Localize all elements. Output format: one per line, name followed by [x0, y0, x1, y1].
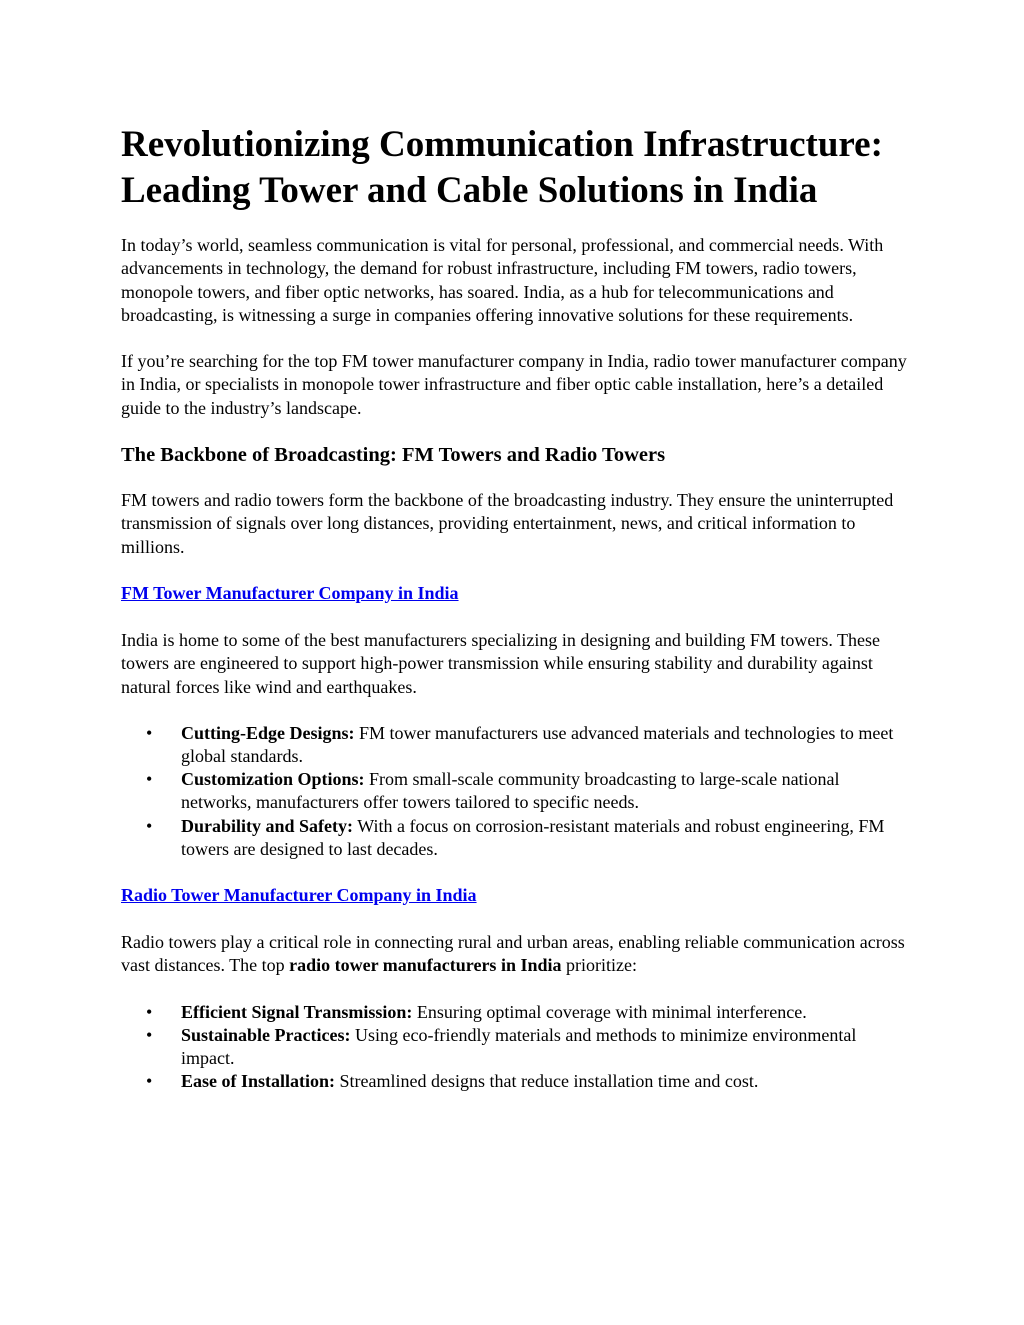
list-item: [121, 815, 911, 861]
list-item-text: Ensuring optimal coverage with minimal interference.: [412, 1001, 807, 1022]
bullet-icon: •: [146, 1024, 153, 1045]
radio-bullet-list: [121, 1001, 911, 1094]
list-item-text: FM tower manufacturers use advanced materials and technologies to meet global standards.: [181, 722, 894, 767]
bullet-icon: •: [146, 1001, 153, 1022]
list-item-label: Efficient Signal Transmission:: [181, 1001, 413, 1022]
list-item: [121, 1070, 911, 1093]
list-item-label: Durability and Safety:: [181, 815, 354, 836]
radio-paragraph: [121, 931, 911, 978]
bullet-icon: •: [146, 1071, 153, 1092]
intro-paragraph-1: In today’s world, seamless communication is vital for personal, professional, and commercial needs. With advancements in technology, the demand for robust infrastructure, including FM towers, radio towers, monopole towers, and fiber optic networks, has soared. India, as a hub for telecommunications and broadcasting, is witnessing a surge in companies offering innovative solutions for these requirements.: [121, 235, 884, 325]
list-item: [121, 1024, 911, 1070]
list-item-label: Customization Options:: [181, 769, 365, 790]
bullet-icon: •: [146, 769, 153, 790]
list-item-text: From small-scale community broadcasting to large-scale national networks, manufacturers offer towers tailored to specific needs.: [181, 769, 840, 813]
list-item-text: Streamlined designs that reduce installation time and cost.: [335, 1071, 759, 1092]
document-page: [121, 122, 911, 1116]
list-item-text: With a focus on corrosion-resistant materials and robust engineering, FM towers are designed to last decades.: [181, 815, 885, 859]
list-item: [121, 722, 911, 768]
list-item-text: Using eco-friendly materials and methods to minimize environmental impact.: [181, 1024, 857, 1069]
radio-paragraph-end: prioritize:: [561, 955, 637, 976]
fm-paragraph: India is home to some of the best manufacturers specializing in designing and building FM towers. These towers are engineered to support high-power transmission while ensuring stability and durability against natural forces like wind and earthquakes.: [121, 629, 881, 697]
list-item-label: Sustainable Practices:: [181, 1024, 351, 1045]
bullet-icon: •: [146, 815, 153, 836]
list-item-label: Ease of Installation:: [181, 1071, 336, 1092]
radio-paragraph-text: Radio towers play a critical role in connecting rural and urban areas, enabling reliable communication across vast distances. The top: [121, 932, 905, 976]
radio-paragraph-bold: radio tower manufacturers in India: [289, 955, 562, 976]
list-item: [121, 768, 911, 814]
intro-paragraph-2: If you’re searching for the top FM tower manufacturer company in India, radio tower manufacturer company in India, or specialists in monopole tower infrastructure and fiber optic cable installation, here’s a detailed guide to the industry’s landscape.: [121, 351, 907, 418]
fm-tower-manufacturer-link[interactable]: FM Tower Manufacturer Company in India: [121, 582, 459, 603]
bullet-icon: •: [146, 722, 153, 743]
list-item-label: Cutting-Edge Designs:: [181, 722, 355, 743]
fm-bullet-list: [121, 722, 911, 861]
radio-section-heading: [121, 884, 911, 907]
broadcasting-paragraph: FM towers and radio towers form the backbone of the broadcasting industry. They ensure the uninterrupted transmission of signals over long distances, providing entertainment, news, and critical information to millions.: [121, 490, 894, 557]
section-heading-broadcasting: The Backbone of Broadcasting: FM Towers and Radio Towers: [121, 444, 666, 467]
fm-section-heading: [121, 582, 911, 605]
radio-tower-manufacturer-link[interactable]: Radio Tower Manufacturer Company in India: [121, 885, 477, 906]
list-item: [121, 1001, 911, 1024]
page-title: Revolutionizing Communication Infrastructure: Leading Tower and Cable Solutions in India: [121, 124, 883, 211]
